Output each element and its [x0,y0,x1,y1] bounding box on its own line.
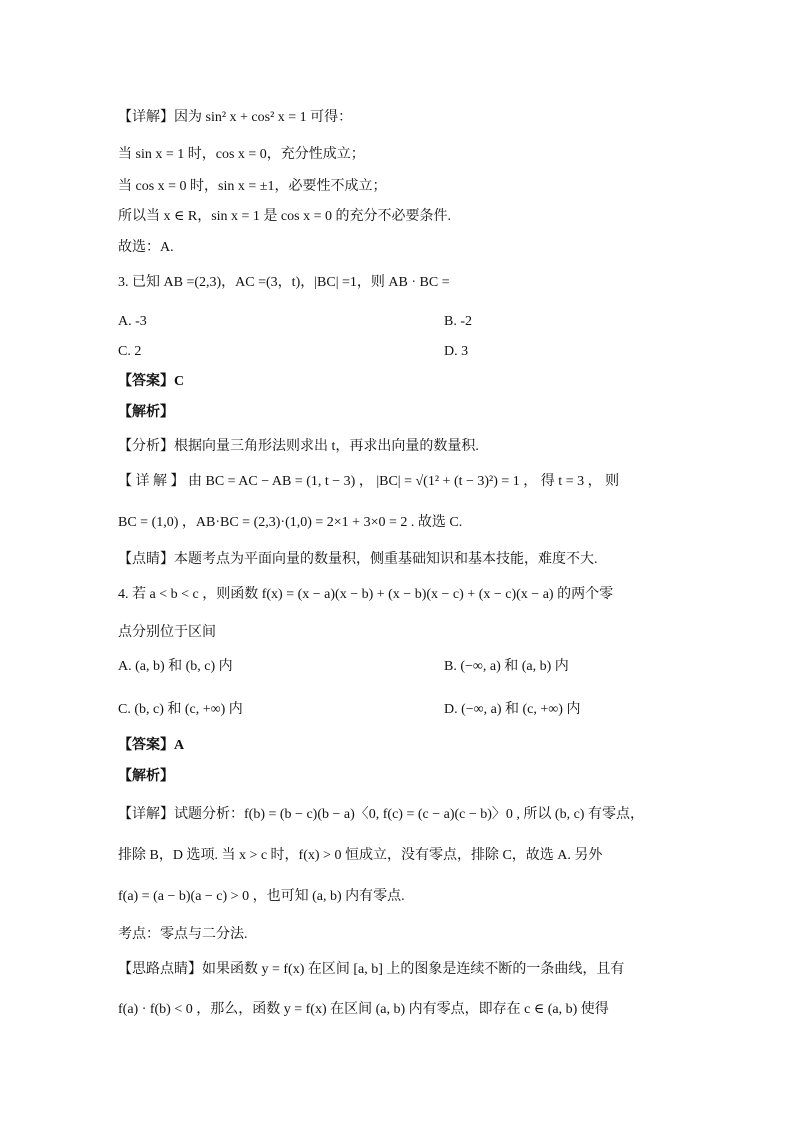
q3-analysis: 【分析】根据向量三角形法则求出 t，再求出向量的数量积. [118,439,479,454]
solution-line-3: 当 cos x = 0 时，sin x = ±1，必要性不成立； [118,179,387,194]
q4-answer: 【答案】A [118,738,185,753]
q4-thinking-line-1: 【思路点睛】如果函数 y = f(x) 在区间 [a, b] 上的图象是连续不断的一条曲线，且有 [118,962,625,977]
solution-detail-line-1: 【详解】因为 sin² x + cos² x = 1 可得： [118,110,353,125]
q3-option-c: C. 2 [118,344,142,359]
q3-option-d: D. 3 [444,344,469,359]
q4-option-d: D. (−∞, a) 和 (c, +∞) 内 [444,702,581,717]
question-4-line-1: 4. 若 a < b < c ，则函数 f(x) = (x − a)(x − b) + (x − b)(x − c) + (x − c)(x − a) 的两个零 [118,587,614,602]
q4-detail-line-3: f(a) = (a − b)(a − c) > 0 ，也可知 (a, b) 内有零点. [118,889,405,904]
q4-thinking-line-2: f(a) · f(b) < 0 ，那么，函数 y = f(x) 在区间 (a, b) 内有零点，即存在 c ∈ (a, b) 使得 [118,1002,609,1017]
q3-comment: 【点睛】本题考点为平面向量的数量积，侧重基础知识和基本技能，难度不大. [118,552,598,567]
q3-detail-line-1: 【 详 解 】 由 BC = AC − AB = (1, t − 3) ， |BC| = √(1² + (t − 3)²) = 1 ， 得 t = 3 ， 则 [118,474,620,489]
q3-answer: 【答案】C [118,374,185,389]
solution-choice-line: 故选：A. [118,240,174,255]
q3-detail-line-2: BC = (1,0) ，AB·BC = (2,3)·(1,0) = 2×1 + 3×0 = 2 . 故选 C. [118,515,463,530]
q3-analysis-heading: 【解析】 [118,405,174,420]
q3-option-b: B. -2 [444,314,472,329]
q4-option-a: A. (a, b) 和 (b, c) 内 [118,659,233,674]
q4-analysis-heading: 【解析】 [118,769,174,784]
question-3: 3. 已知 AB =(2,3)，AC =(3，t)，|BC| =1，则 AB · BC = [118,275,450,290]
q4-option-c: C. (b, c) 和 (c, +∞) 内 [118,702,243,717]
q4-knowledge-point: 考点：零点与二分法. [118,927,248,942]
question-4-line-2: 点分别位于区间 [118,625,216,640]
solution-line-2: 当 sin x = 1 时，cos x = 0，充分性成立； [118,147,365,162]
q4-option-b: B. (−∞, a) 和 (a, b) 内 [444,659,569,674]
solution-line-4: 所以当 x ∈ R，sin x = 1 是 cos x = 0 的充分不必要条件. [118,209,451,224]
q4-detail-line-1: 【详解】试题分析：f(b) = (b − c)(b − a)〈0, f(c) = (c − a)(c − b)〉0 , 所以 (b, c) 有零点， [118,807,644,822]
q4-detail-line-2: 排除 B，D 选项. 当 x > c 时，f(x) > 0 恒成立，没有零点，排除 C，故选 A. 另外 [118,848,603,863]
q3-option-a: A. -3 [118,314,147,329]
